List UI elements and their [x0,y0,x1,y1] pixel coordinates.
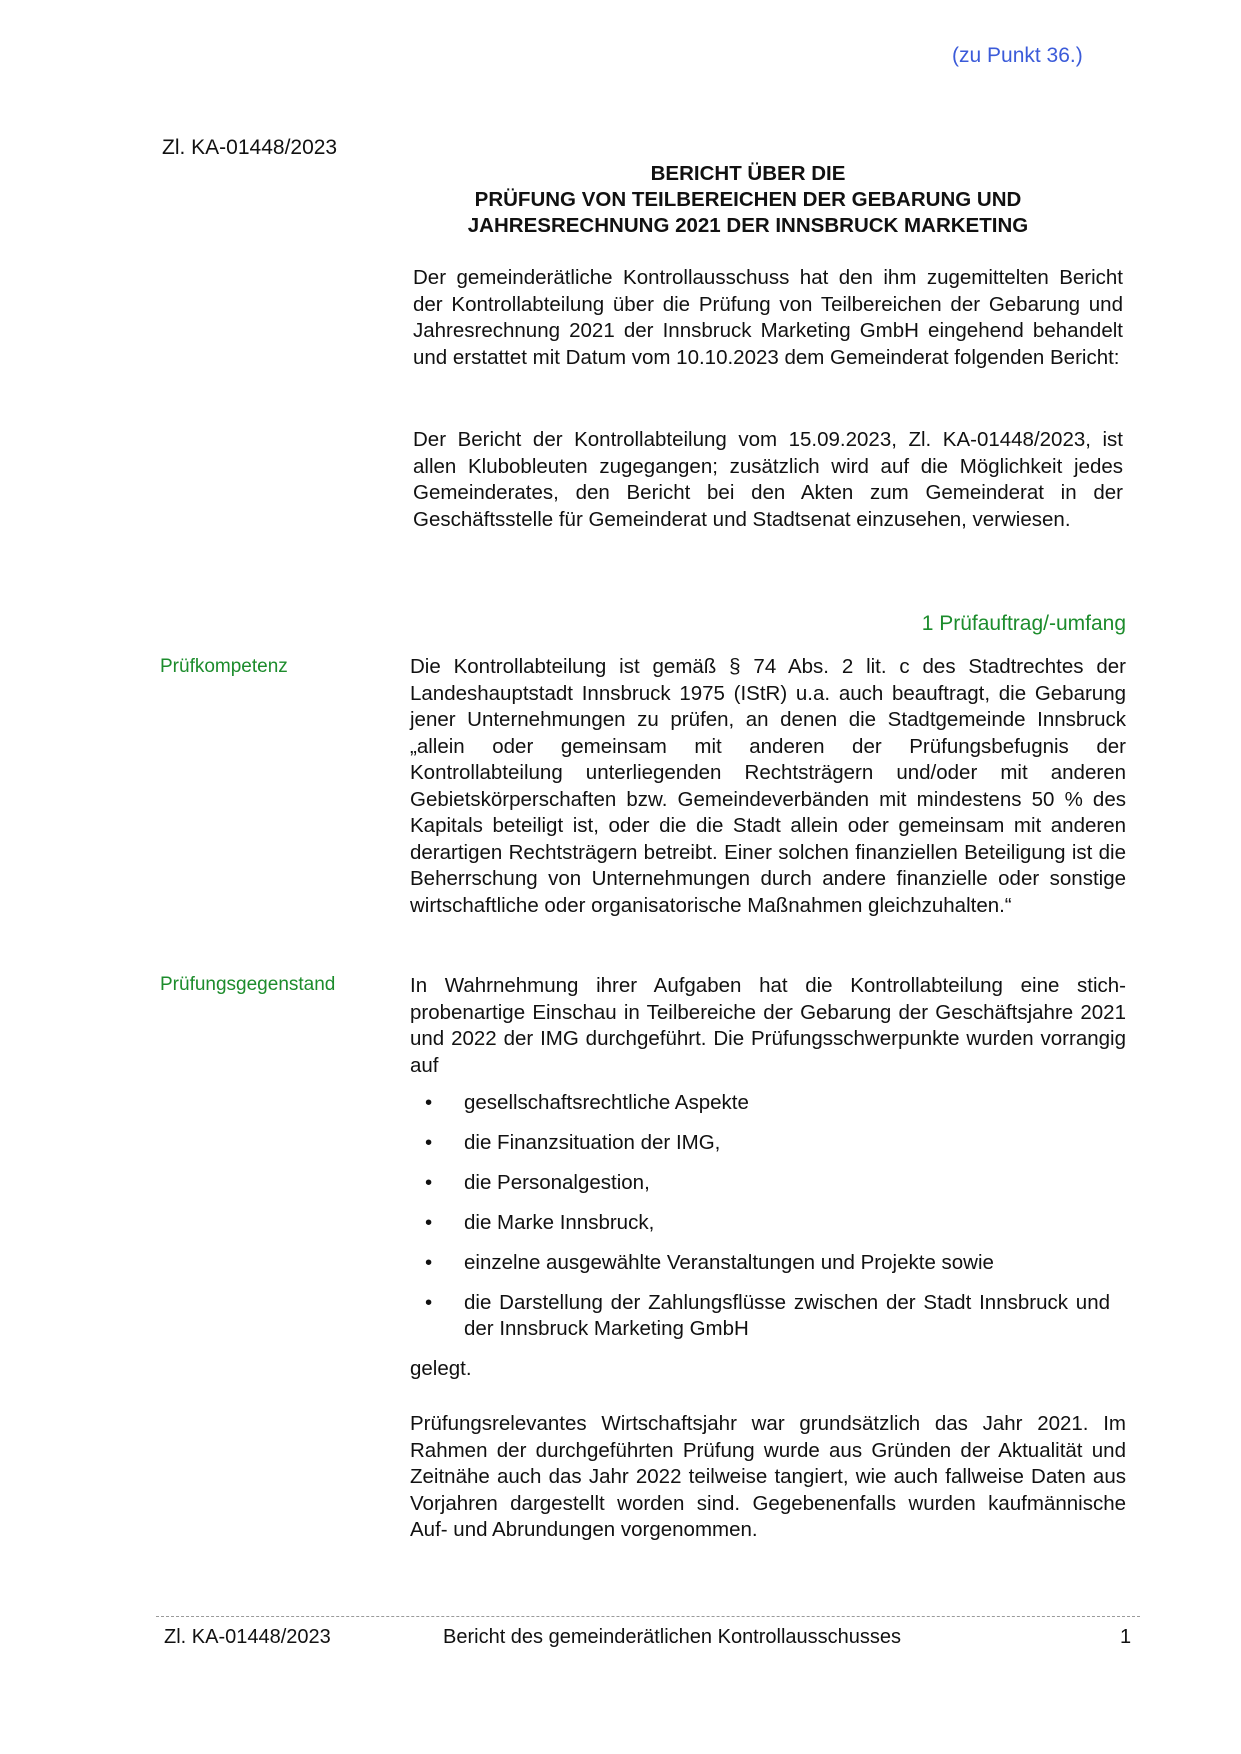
bullet-icon: • [425,1171,433,1194]
title-line-3: JAHRESRECHNUNG 2021 DER INNSBRUCK MARKETING [467,214,1029,237]
subject-paragraph: In Wahrnehmung ihrer Aufgaben hat die Kontrollabteilung eine stichprobenartige Einschau in Teilbereiche der Gebarung der Geschäftsjahre 2021 und 2022 der IMG durchgeführt. Die Prüfungsschwerpunkte wurden vorrangig auf [410,974,1126,1077]
footer-document-id: Zl. KA-01448/2023 [164,1626,331,1648]
page-number: 1 [1120,1626,1132,1648]
section-heading: 1 Prüfauftrag/-umfang [921,612,1126,635]
margin-label-competence: Prüfkompetenz [160,656,288,677]
agenda-reference: (zu Punkt 36.) [952,44,1083,67]
bullet-icon: • [425,1211,433,1234]
list-item: • die Marke Innsbruck, [425,1211,655,1234]
list-item: • die Personalgestion, [425,1171,650,1194]
list-item: • die Finanzsituation der IMG, [425,1131,721,1154]
bullet-icon: • [425,1091,433,1114]
list-item: • gesellschaftsrechtliche Aspekte [425,1091,749,1114]
report-title [400,161,1096,239]
margin-label-subject: Prüfungsgegenstand [160,974,336,995]
bullet-icon: • [425,1131,433,1154]
focus-list [410,1090,1110,1356]
bullet-icon: • [425,1251,433,1274]
title-line-1: BERICHT ÜBER DIE [650,162,846,185]
fiscal-year-paragraph: Prüfungsrelevantes Wirtschaftsjahr war grundsätzlich das Jahr 2021. Im Rahmen der durchgeführten Prüfung wurde aus Gründen der Aktualität und Zeitnähe auch das Jahr 2022 teilweise tangiert, wie auch fallweise Daten aus Vorjahren dargestellt worden sind. Gegebenenfalls wurden kaufmännische Auf- und Abrundungen vorgenommen. [410,1412,1126,1541]
list-item: • die Darstellung der Zahlungsflüsse zwischen der Stadt Innsbruck und der Innsbruck Marketing GmbH [425,1291,1110,1340]
intro-paragraph-1: Der gemeinderätliche Kontrollausschuss hat den ihm zugemittelten Bericht der Kontrollabteilung über die Prüfung von Teilbereichen der Gebarung und Jahresrechnung 2021 der Innsbruck Marketing GmbH eingehend behandelt und erstattet mit Datum vom 10.10.2023 dem Gemeinderat folgenden Bericht: [413,266,1123,369]
focus-closing: gelegt. [410,1357,472,1380]
document-id: Zl. KA-01448/2023 [162,136,338,159]
footer-title: Bericht des gemeinderätlichen Kontrollausschusses [443,1626,902,1648]
bullet-icon: • [425,1291,433,1314]
footer-divider [156,1616,1140,1617]
title-line-2: PRÜFUNG VON TEILBEREICHEN DER GEBARUNG UND [474,188,1022,211]
competence-paragraph: Die Kontrollabteilung ist gemäß § 74 Abs. 2 lit. c des Stadtrechtes der Landeshauptstadt Innsbruck 1975 (IStR) u.a. auch beauftragt, die Gebarung jener Unternehmungen zu prüfen, an denen die Stadtgemeinde Innsbruck „allein oder gemeinsam mit anderen der Prüfungsbefugnis der Kontrollabteilung unterliegenden Rechtsträgern und/oder mit anderen Gebietskörperschaften bzw. Gemeindeverbänden mit mindestens 50 % des Kapitals beteiligt ist, oder die die Stadt allein oder gemeinsam mit anderen derartigen Rechtsträgern betreibt. Einer solchen finanziellen Beteiligung ist die Beherrschung von Unternehmungen durch andere finanzielle oder sonstige wirtschaftliche oder organisatorische Maßnahmen gleichzuhalten.“ [410,655,1126,917]
intro-paragraph-2: Der Bericht der Kontrollabteilung vom 15.09.2023, Zl. KA-01448/2023, ist allen Klubobleuten zugegangen; zusätzlich wird auf die Möglichkeit jedes Gemeinderates, den Bericht bei den Akten zum Gemeinderat in der Geschäftsstelle für Gemeinderat und Stadtsenat einzusehen, verwiesen. [413,428,1123,531]
list-item: • einzelne ausgewählte Veranstaltungen und Projekte sowie [425,1251,994,1274]
